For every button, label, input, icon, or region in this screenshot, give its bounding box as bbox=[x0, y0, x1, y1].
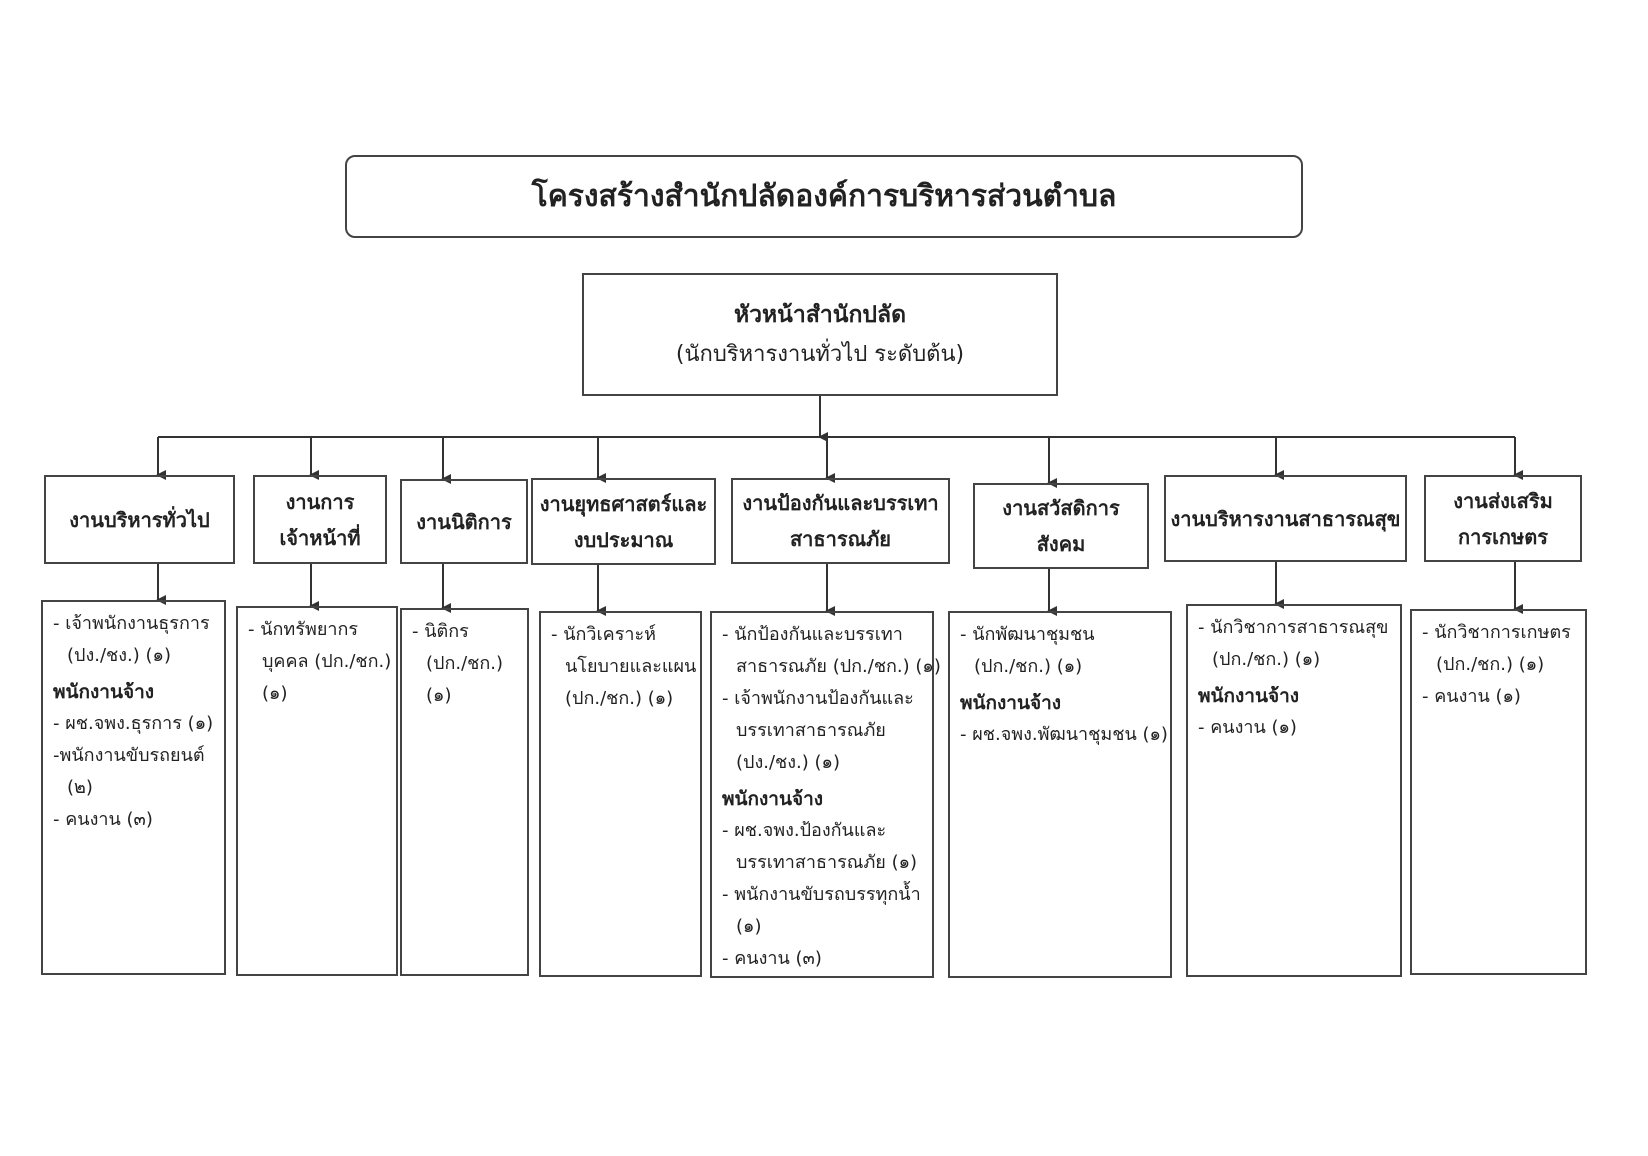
head-title: หัวหน้าสำนักปลัด bbox=[733, 301, 907, 328]
unit-box-3: งานนิติการ bbox=[400, 479, 528, 564]
unit-box-1: งานบริหารทั่วไป bbox=[44, 475, 235, 564]
staff-list-8 bbox=[1410, 609, 1587, 975]
staff-item: - คนงาน (๑) bbox=[1198, 717, 1297, 738]
staff-item: (๑) bbox=[262, 683, 288, 704]
staff-list-3 bbox=[400, 608, 529, 976]
staff-item: (ปง./ชง.) (๑) bbox=[736, 752, 840, 773]
staff-item: นโยบายและแผน bbox=[565, 656, 697, 677]
staff-list-7 bbox=[1186, 604, 1402, 977]
staff-item: (ปก./ชก.) (๑) bbox=[1436, 654, 1545, 675]
staff-item: บรรเทาสาธารณภัย (๑) bbox=[736, 852, 918, 873]
staff-item: - คนงาน (๓) bbox=[53, 809, 153, 830]
staff-item: (ปก./ชก.) bbox=[426, 653, 503, 674]
staff-item: - คนงาน (๑) bbox=[1422, 686, 1521, 707]
unit-box-4: งานยุทธศาสตร์และ งบประมาณ bbox=[531, 478, 716, 565]
head-office-box bbox=[582, 273, 1058, 396]
head-position: (นักบริหารงานทั่วไป ระดับต้น) bbox=[675, 341, 965, 367]
staff-item: (ปก./ชก.) (๑) bbox=[565, 688, 674, 709]
staff-group-heading: พนักงานจ้าง bbox=[1198, 685, 1300, 707]
staff-item: (ปก./ชก.) (๑) bbox=[1212, 649, 1321, 670]
staff-item: สาธารณภัย (ปก./ชก.) (๑) bbox=[736, 656, 941, 677]
staff-item: - ผช.จพง.พัฒนาชุมชน (๑) bbox=[960, 724, 1168, 745]
staff-item: - นักวิชาการเกษตร bbox=[1422, 622, 1571, 643]
staff-group-heading: พนักงานจ้าง bbox=[53, 681, 155, 703]
staff-item: - คนงาน (๓) bbox=[722, 948, 822, 969]
staff-list-6 bbox=[948, 611, 1172, 978]
staff-item: - นักวิชาการสาธารณสุข bbox=[1198, 617, 1389, 638]
chart-title: โครงสร้างสำนักปลัดองค์การบริหารส่วนตำบล bbox=[345, 155, 1303, 238]
staff-item: - นักป้องกันและบรรเทา bbox=[722, 624, 903, 645]
unit-box-6: งานสวัสดิการ สังคม bbox=[973, 483, 1149, 569]
staff-group-heading: พนักงานจ้าง bbox=[960, 692, 1062, 714]
staff-item: - ผช.จพง.ธุรการ (๑) bbox=[53, 713, 214, 734]
staff-item: (๑) bbox=[426, 685, 452, 706]
unit-box-2: งานการ เจ้าหน้าที่ bbox=[253, 475, 387, 564]
staff-item: (๒) bbox=[67, 777, 93, 798]
staff-list-2 bbox=[236, 606, 398, 976]
staff-item: - นักวิเคราะห์ bbox=[551, 624, 657, 645]
staff-item: - เจ้าพนักงานธุรการ bbox=[53, 613, 210, 634]
staff-group-heading: พนักงานจ้าง bbox=[722, 788, 824, 810]
staff-list-5 bbox=[710, 611, 941, 978]
staff-item: - นิติกร bbox=[412, 621, 469, 642]
staff-item: บรรเทาสาธารณภัย bbox=[736, 720, 886, 741]
staff-item: - พนักงานขับรถบรรทุกน้ำ bbox=[722, 884, 921, 905]
unit-box-5: งานป้องกันและบรรเทา สาธารณภัย bbox=[731, 478, 950, 564]
staff-list-4 bbox=[539, 611, 702, 977]
staff-item: -พนักงานขับรถยนต์ bbox=[53, 745, 205, 766]
unit-box-8: งานส่งเสริม การเกษตร bbox=[1424, 475, 1582, 562]
staff-item: - นักทรัพยากร bbox=[248, 619, 359, 640]
staff-item: - ผช.จพง.ป้องกันและ bbox=[722, 820, 887, 841]
staff-item: บุคคล (ปก./ชก.) bbox=[262, 651, 392, 672]
staff-item: - เจ้าพนักงานป้องกันและ bbox=[722, 688, 914, 709]
staff-list-1 bbox=[41, 600, 226, 975]
staff-item: (ปก./ชก.) (๑) bbox=[974, 656, 1083, 677]
unit-box-7: งานบริหารงานสาธารณสุข bbox=[1164, 475, 1407, 562]
staff-item: (ปง./ชง.) (๑) bbox=[67, 645, 171, 666]
staff-item: (๑) bbox=[736, 916, 762, 937]
staff-item: - นักพัฒนาชุมชน bbox=[960, 624, 1095, 645]
